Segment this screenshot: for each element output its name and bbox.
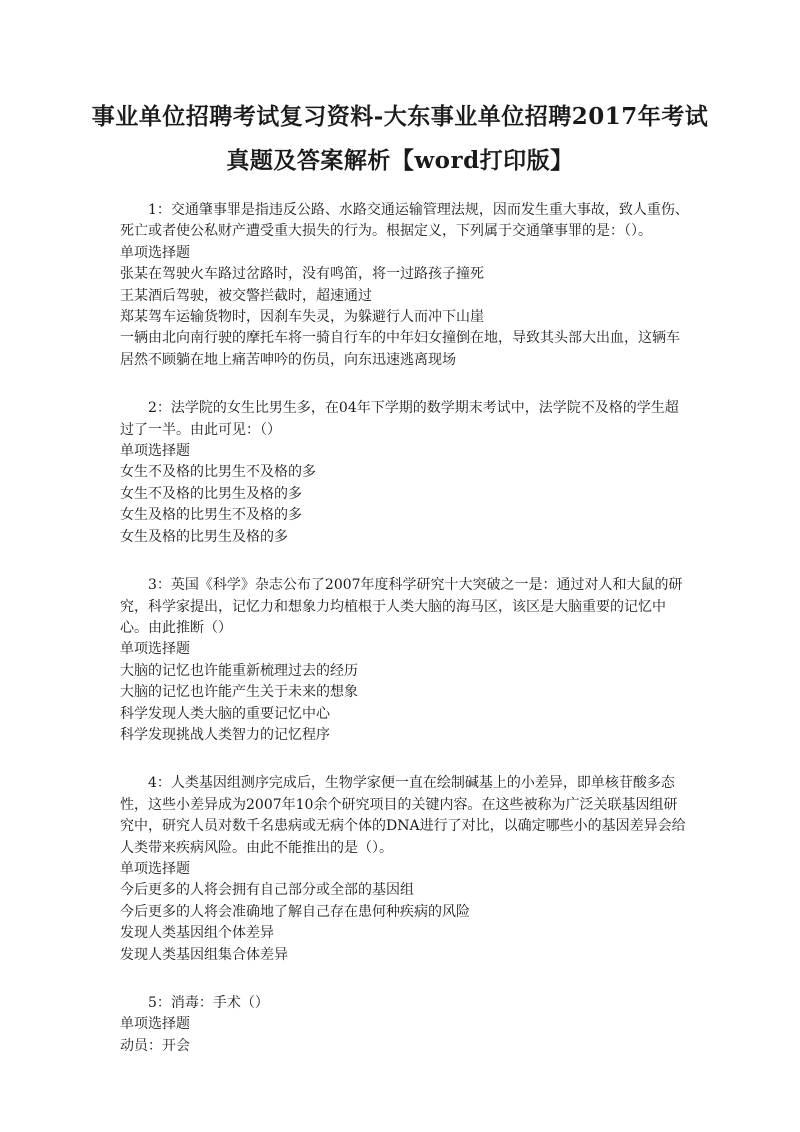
question-stem: 3：英国《科学》杂志公布了2007年度科学研究十大突破之一是：通过对人和大鼠的研究，科学家提出，记忆力和想象力均植根于人类大脑的海马区，该区是大脑重要的记忆中心。由此推断（） <box>120 577 683 636</box>
document-body <box>120 200 690 1057</box>
option-c: 科学发现人类大脑的重要记忆中心 <box>120 705 330 722</box>
question-stem: 4：人类基因组测序完成后，生物学家便一直在绘制碱基上的小差异，即单核苷酸多态性，这些小差异成为2007年10余个研究项目的关键内容。在这些被称为广泛关联基因组研究中，研究人员对数千名患病或无病个体的DNA进行了对比，以确定哪些小的基因差异会给人类带来疾病风险。由此不能推出的是（）。 <box>120 775 686 856</box>
question-stem: 1：交通肇事罪是指违反公路、水路交通运输管理法规，因而发生重大事故，致人重伤、死亡或者使公私财产遭受重大损失的行为。根据定义，下列属于交通肇事罪的是：（）。 <box>120 202 689 240</box>
question-type: 单项选择题 <box>120 443 190 460</box>
question-type: 单项选择题 <box>120 1016 190 1033</box>
option-a: 女生不及格的比男生不及格的多 <box>120 464 316 481</box>
question-type: 单项选择题 <box>120 860 190 877</box>
option-b: 今后更多的人将会准确地了解自己存在患何种疾病的风险 <box>120 903 470 920</box>
question-type: 单项选择题 <box>120 641 190 658</box>
option-d: 发现人类基因组集合体差异 <box>120 946 288 963</box>
option-d: 一辆由北向南行驶的摩托车将一骑自行车的中年妇女撞倒在地，导致其头部大出血，这辆车居然不顾躺在地上痛苦呻吟的伤员，向东迅速逃离现场 <box>120 330 680 368</box>
document-title-line-2: 真题及答案解析【word打印版】 <box>226 147 574 174</box>
option-b: 大脑的记忆也许能产生关于未来的想象 <box>120 684 358 701</box>
question-4 <box>120 773 690 966</box>
option-c: 郑某驾车运输货物时，因刹车失灵，为躲避行人而冲下山崖 <box>120 309 484 326</box>
document-title-line-1: 事业单位招聘考试复习资料-大东事业单位招聘2017年考试 <box>91 103 709 130</box>
option-d: 科学发现挑战人类智力的记忆程序 <box>120 726 330 743</box>
option-c: 发现人类基因组个体差异 <box>120 925 274 942</box>
question-stem: 2：法学院的女生比男生多，在04年下学期的数学期末考试中，法学院不及格的学生超过了一半。由此可见：（） <box>120 400 679 438</box>
question-1 <box>120 200 690 371</box>
option-c: 女生及格的比男生不及格的多 <box>120 507 302 524</box>
option-a: 动员：开会 <box>120 1037 190 1054</box>
option-d: 女生及格的比男生及格的多 <box>120 528 288 545</box>
question-2 <box>120 398 690 548</box>
question-stem: 5：消毒：手术（） <box>148 995 269 1011</box>
question-3 <box>120 575 690 746</box>
option-a: 今后更多的人将会拥有自己部分或全部的基因组 <box>120 882 414 899</box>
question-5 <box>120 993 690 1057</box>
option-a: 大脑的记忆也许能重新梳理过去的经历 <box>120 662 358 679</box>
option-b: 王某酒后驾驶，被交警拦截时，超速通过 <box>120 287 372 304</box>
option-a: 张某在驾驶火车路过岔路时，没有鸣笛，将一过路孩子撞死 <box>120 266 484 283</box>
option-b: 女生不及格的比男生及格的多 <box>120 485 302 502</box>
question-type: 单项选择题 <box>120 244 190 261</box>
